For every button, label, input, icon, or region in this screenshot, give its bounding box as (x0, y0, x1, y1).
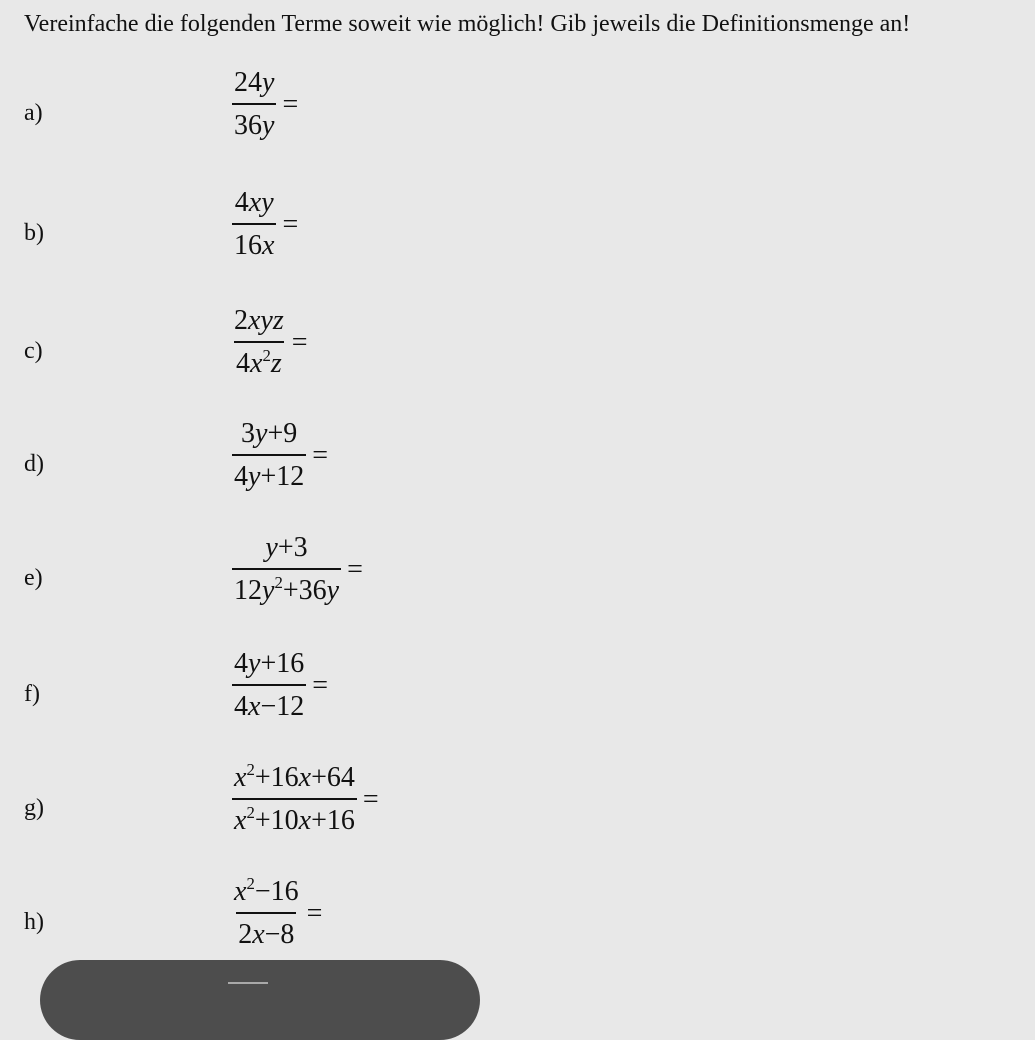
exercise-label-g: g) (24, 795, 44, 821)
equals-sign-d: = (312, 439, 329, 471)
expression-g (232, 760, 379, 839)
exercise-label-d: d) (24, 451, 44, 477)
equals-sign-b: = (282, 208, 299, 240)
exercise-h (0, 874, 1035, 964)
fraction-e (232, 530, 341, 609)
expression-b (232, 185, 298, 264)
numerator-e: y+3 (265, 532, 308, 563)
numerator-b: 4xy (234, 187, 274, 218)
equals-sign-e: = (347, 553, 363, 585)
fraction-b (232, 185, 276, 264)
expression-c (232, 303, 308, 382)
numerator-a: 24y (234, 67, 275, 98)
fraction-a (232, 65, 276, 144)
exercise-label-c: c) (24, 338, 43, 364)
instruction-text: Vereinfache die folgenden Terme soweit wie möglich! Gib jeweils die Definitionsmenge an! (24, 11, 911, 37)
expression-a (232, 65, 298, 144)
exercise-d (0, 416, 1035, 506)
numerator-f: 4y+16 (234, 648, 305, 679)
numerator-c: 2xyz (234, 305, 284, 336)
denominator-h: 2x−8 (236, 912, 296, 953)
expression-h (232, 874, 322, 953)
expression-e (232, 530, 363, 609)
equals-sign-h: = (306, 897, 323, 929)
denominator-g: $x^2+10x+16$ (232, 798, 357, 839)
expression-f (232, 646, 328, 725)
fraction-f (232, 646, 306, 725)
denominator-d: 4y+12 (232, 454, 306, 495)
exercise-c (0, 303, 1035, 393)
denominator-f: 4x−12 (232, 684, 306, 725)
numerator-g: $x^2+16x+64$ (234, 760, 355, 793)
exercise-a (0, 65, 1035, 155)
overlay-bar[interactable] (40, 960, 480, 1040)
denominator-b: 16x (232, 223, 276, 264)
exercise-g (0, 760, 1035, 850)
fraction-c (232, 303, 286, 382)
overlay-ghost-text (228, 982, 268, 990)
exercise-b (0, 185, 1035, 275)
exercise-label-b: b) (24, 220, 44, 246)
numerator-d: 3y+9 (241, 418, 298, 449)
fraction-g (232, 760, 357, 839)
exercise-f (0, 646, 1035, 736)
expression-d (232, 416, 328, 495)
exercise-label-e: e) (24, 565, 43, 591)
numerator-h: $x^2-16$ (234, 874, 299, 907)
exercise-label-a: a) (24, 100, 43, 126)
equals-sign-g: = (362, 783, 379, 815)
equals-sign-c: = (291, 326, 308, 358)
denominator-c: $4x^2z$ (234, 341, 284, 382)
equals-sign-f: = (312, 669, 329, 701)
equals-sign-a: = (282, 88, 299, 120)
exercise-label-h: h) (24, 909, 44, 935)
fraction-d (232, 416, 306, 495)
fraction-h (232, 874, 301, 953)
exercise-label-f: f) (24, 681, 40, 707)
exercise-e (0, 530, 1035, 620)
denominator-e: $12y^2+36y$ (232, 568, 341, 609)
denominator-a: 36y (232, 103, 276, 144)
